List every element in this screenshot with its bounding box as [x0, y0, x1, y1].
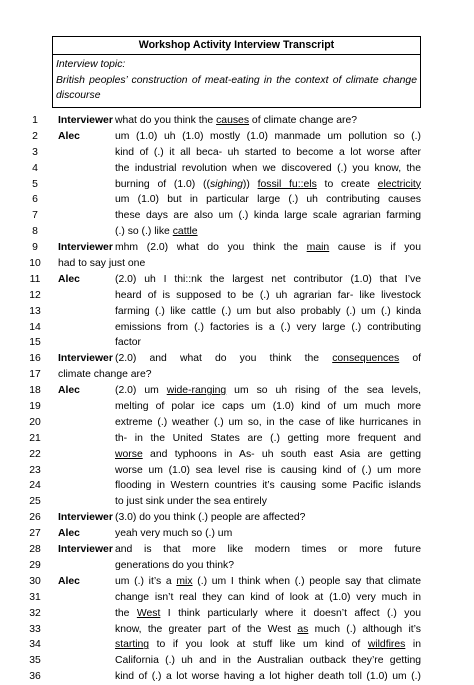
utterance-text: know, the greater part of the West as much (.) although it’s [115, 623, 421, 635]
utterance-text: th- in the United States are (.) getting more frequent and [115, 432, 421, 444]
line-number: 15 [29, 337, 41, 349]
line-number: 19 [29, 401, 41, 413]
line-number: 25 [29, 496, 41, 508]
line-number: 14 [29, 321, 41, 333]
emphasis-text: consequences [332, 353, 400, 365]
line-number: 34 [29, 639, 41, 651]
utterance-text: what do you think the causes of climate change are? [115, 115, 358, 126]
emphasis-text: wildfires [367, 639, 406, 651]
speaker-label: Interviewer [58, 544, 113, 556]
transcript-line [0, 494, 474, 510]
line-number: 31 [29, 591, 41, 603]
line-number: 13 [29, 305, 41, 317]
utterance-text: (2.0) uh I thi::nk the largest net contributor (1.0) that I’ve [115, 273, 421, 285]
line-number: 33 [29, 623, 41, 635]
line-number: 3 [32, 146, 38, 158]
line-number: 9 [32, 242, 38, 254]
utterance-text: kind of (.) a lot worse having a lot higher death toll (1.0) um (.) [115, 671, 421, 683]
utterance-text: um (1.0) but in particular large (.) uh contributing causes [115, 194, 421, 206]
line-number: 21 [29, 432, 41, 444]
utterance-text: (2.0) um wide-ranging um so uh rising of the sea levels, [115, 385, 421, 397]
utterance-text: heard of is supposed to be (.) uh agrarian far- like livestock [115, 289, 421, 301]
line-number: 2 [32, 130, 38, 142]
utterance-text: burning of (1.0) ((sighing)) fossil fu::els to create electricity [115, 178, 421, 190]
line-number: 22 [29, 448, 41, 460]
topic-label: Interview topic: [56, 59, 126, 70]
transcript-line [0, 399, 474, 415]
transcript-line [0, 351, 474, 367]
transcript-line [0, 224, 474, 240]
utterance-text: to just sink under the sea entirely [115, 496, 267, 508]
speaker-label: Alec [58, 575, 80, 587]
transcript-line [0, 161, 474, 177]
transcript-line [0, 653, 474, 669]
utterance-text: and is that more like modern times or more future [115, 544, 421, 556]
utterance-text: flooding in Western countries it’s causing some Pacific islands [115, 480, 421, 492]
transcript-line [0, 367, 474, 383]
emphasis-text: main [306, 242, 330, 254]
line-number: 36 [29, 671, 41, 683]
speaker-label: Alec [58, 385, 80, 397]
line-number: 7 [32, 210, 38, 222]
line-number: 12 [29, 289, 41, 301]
transcript-line [0, 208, 474, 224]
line-number: 20 [29, 416, 41, 428]
transcript-line [0, 415, 474, 431]
emphasis-text: starting [115, 639, 150, 651]
utterance-text: these days are also um (.) kinda large scale agrarian farming [115, 210, 421, 222]
line-number: 23 [29, 464, 41, 476]
emphasis-text: cattle [172, 226, 198, 238]
line-number: 32 [29, 607, 41, 619]
emphasis-text: worse [115, 448, 143, 460]
emphasis-text: causes [216, 115, 250, 126]
transcript-line [0, 574, 474, 590]
utterance-text: (.) so (.) like cattle [115, 226, 198, 238]
speaker-label: Interviewer [58, 353, 113, 365]
line-number: 18 [29, 385, 41, 397]
speaker-label: Alec [58, 528, 80, 540]
transcript-line [0, 558, 474, 574]
transcript-line [0, 335, 474, 351]
speaker-label: Alec [58, 273, 80, 285]
speaker-label: Interviewer [58, 242, 113, 254]
transcript-lines [0, 113, 474, 685]
utterance-text: yeah very much so (.) um [115, 528, 233, 540]
transcript-line [0, 129, 474, 145]
transcript-line [0, 447, 474, 463]
transcript-line [0, 113, 474, 129]
line-number: 30 [29, 575, 41, 587]
transcript-line [0, 177, 474, 193]
header-body [53, 55, 420, 107]
utterance-text: um (1.0) uh (1.0) mostly (1.0) manmade um pollution so (.) [115, 130, 421, 142]
transcript-line [0, 590, 474, 606]
transcript-line [0, 542, 474, 558]
transcript-line [0, 240, 474, 256]
line-number: 24 [29, 480, 41, 492]
transcript-line [0, 622, 474, 638]
line-number: 29 [29, 559, 41, 571]
utterance-text: melting of polar ice caps um (1.0) kind of um much more [115, 401, 421, 413]
utterance-text: kind of (.) it all beca- uh started to become a lot worse after [115, 146, 421, 158]
utterance-text: um (.) it’s a mix (.) um I think when (.) people say that climate [115, 575, 421, 587]
utterance-text: the West I think particularly where it doesn’t affect (.) you [115, 607, 421, 619]
transcript-line [0, 272, 474, 288]
utterance-text: (2.0) and what do you think the consequences of [115, 353, 421, 365]
transcript-line [0, 526, 474, 542]
utterance-text: worse and typhoons in As- uh south east Asia are getting [115, 448, 421, 460]
transcript-line [0, 145, 474, 161]
transcript-line [0, 304, 474, 320]
transcript-line [0, 637, 474, 653]
transcript-line [0, 510, 474, 526]
utterance-text: mhm (2.0) what do you think the main cause is if you [115, 242, 421, 254]
utterance-text: (3.0) do you think (.) people are affected? [115, 512, 306, 524]
emphasis-text: mix [176, 575, 193, 587]
line-number: 16 [29, 353, 41, 365]
transcript-line [0, 463, 474, 479]
line-number: 1 [32, 115, 38, 126]
utterance-text: California (.) uh and in the Australian outback they’re getting [115, 655, 421, 667]
document-title: Workshop Activity Interview Transcript [53, 37, 420, 55]
utterance-text: the industrial revolution when we discovered (.) you know, the [115, 162, 421, 174]
emphasis-text: as [297, 623, 309, 635]
transcript-line [0, 192, 474, 208]
line-number: 6 [32, 194, 38, 206]
transcript-line [0, 478, 474, 494]
utterance-text: farming (.) like cattle (.) um but also probably (.) um (.) kinda [115, 305, 421, 317]
utterance-text: worse um (1.0) sea level rise is causing kind of (.) um more [115, 464, 421, 476]
speaker-label: Interviewer [58, 115, 113, 126]
line-number: 4 [32, 162, 38, 174]
emphasis-text: electricity [377, 178, 421, 190]
utterance-text: starting to if you look at stuff like um kind of wildfires in [115, 639, 421, 651]
transcript-line [0, 606, 474, 622]
speaker-label: Interviewer [58, 512, 113, 524]
utterance-text: emissions from (.) factories is a (.) very large (.) contributing [115, 321, 421, 333]
transcript-header [52, 36, 421, 108]
transcript-line [0, 669, 474, 685]
line-number: 17 [29, 369, 41, 381]
line-number: 11 [29, 273, 41, 285]
line-number: 8 [32, 226, 38, 238]
transcript-line [0, 256, 474, 272]
transcript-line [0, 320, 474, 336]
emphasis-text: wide-ranging [166, 385, 227, 397]
line-number: 28 [29, 544, 41, 556]
line-number: 35 [29, 655, 41, 667]
utterance-text: change isn’t real they can kind of look at (1.0) very much in [115, 591, 421, 603]
utterance-text: generations do you think? [115, 559, 235, 571]
transcript-line [0, 288, 474, 304]
speaker-label: Alec [58, 130, 80, 142]
topic-text: British peoples’ construction of meat-eating in the context of climate change discourse [56, 74, 417, 101]
nonverbal-note: sighing [209, 178, 243, 190]
line-number: 5 [32, 178, 38, 190]
utterance-text: factor [115, 337, 141, 349]
emphasis-text: fossil fu::els [257, 178, 317, 190]
transcript-line [0, 431, 474, 447]
line-number: 26 [29, 512, 41, 524]
utterance-text: had to say just one [58, 258, 146, 270]
emphasis-text: West [136, 607, 161, 619]
utterance-text: climate change are? [58, 369, 152, 381]
utterance-text: extreme (.) weather (.) um so, in the case of like hurricanes in [115, 416, 421, 428]
line-number: 27 [29, 528, 41, 540]
transcript-line [0, 383, 474, 399]
line-number: 10 [29, 258, 41, 270]
